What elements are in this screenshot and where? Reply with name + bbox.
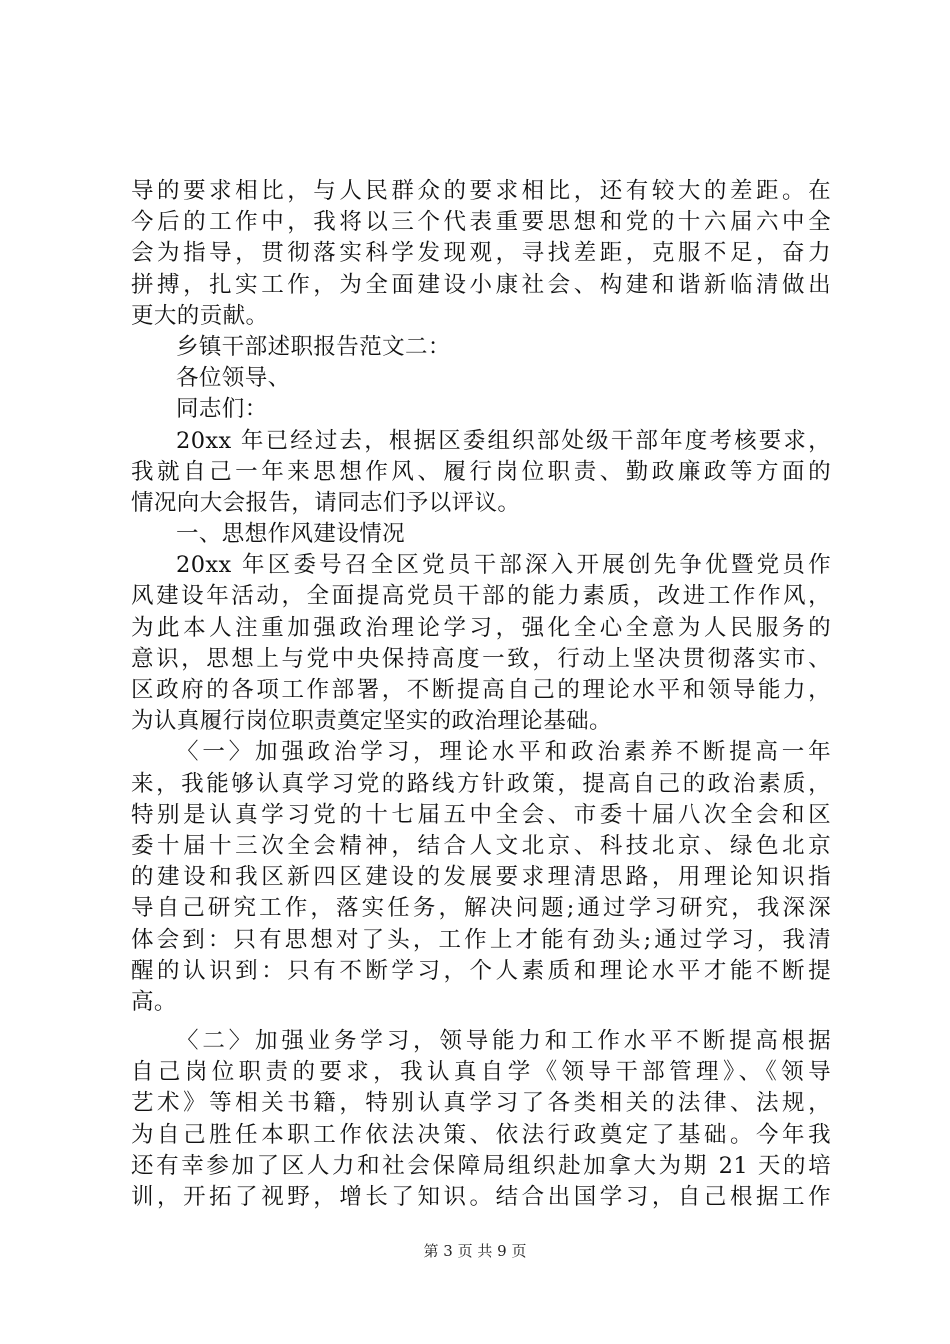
- text-line: 会为指导，贯彻落实科学发现观，寻找差距，克服不足，奋力: [131, 240, 831, 267]
- text-line: 体会到：只有思想对了头，工作上才能有劲头;通过学习，我清: [131, 926, 831, 953]
- text-line: 为认真履行岗位职责奠定坚实的政治理论基础。: [131, 708, 612, 735]
- text-line: 20xx 年区委号召全区党员干部深入开展创先争优暨党员作: [176, 552, 831, 579]
- text-line: 醒的认识到：只有不断学习，个人素质和理论水平才能不断提: [131, 957, 831, 984]
- text-line: 各位领导、: [176, 365, 291, 392]
- text-line: 今后的工作中，我将以三个代表重要思想和党的十六届六中全: [131, 209, 831, 236]
- text-line: 风建设年活动，全面提高党员干部的能力素质，改进工作作风，: [131, 583, 831, 610]
- text-line: 特别是认真学习党的十七届五中全会、市委十届八次全会和区: [131, 801, 831, 828]
- page-footer: 第 3 页 共 9 页: [423, 1242, 527, 1260]
- text-line: 情况向大会报告，请同志们予以评议。: [131, 489, 521, 516]
- text-line: 导的要求相比，与人民群众的要求相比，还有较大的差距。在: [131, 178, 831, 204]
- text-line: 导自己研究工作，落实任务，解决问题;通过学习研究，我深深: [131, 895, 831, 922]
- text-line: 还有幸参加了区人力和社会保障局组织赴加拿大为期 21 天的培: [131, 1152, 831, 1179]
- document-body: [131, 176, 831, 1213]
- text-line: 来，我能够认真学习党的路线方针政策，提高自己的政治素质，: [131, 770, 831, 797]
- text-line: 训，开拓了视野，增长了知识。结合出国学习，自己根据工作: [131, 1184, 831, 1210]
- text-line: 为自己胜任本职工作依法决策、依法行政奠定了基础。今年我: [131, 1121, 831, 1148]
- text-line: 区政府的各项工作部署，不断提高自己的理论水平和领导能力，: [131, 677, 831, 703]
- text-line: 委十届十三次全会精神，结合人文北京、科技北京、绿色北京: [131, 832, 831, 859]
- text-line: 〈二〉加强业务学习，领导能力和工作水平不断提高根据: [176, 1028, 831, 1055]
- text-line: 自己岗位职责的要求，我认真自学《领导干部管理》、《领导: [131, 1059, 831, 1086]
- text-line: 艺术》等相关书籍，特别认真学习了各类相关的法律、法规，: [131, 1090, 831, 1117]
- text-line: 意识，思想上与党中央保持高度一致，行动上坚决贯彻落实市、: [131, 645, 831, 672]
- text-line: 为此本人注重加强政治理论学习，强化全心全意为人民服务的: [131, 614, 831, 641]
- text-line: 〈一〉加强政治学习，理论水平和政治素养不断提高一年: [176, 739, 831, 766]
- text-line: 更大的贡献。: [131, 302, 269, 329]
- text-line: 乡镇干部述职报告范文二：: [176, 333, 451, 360]
- text-line: 的建设和我区新四区建设的发展要求理清思路，用理论知识指: [131, 864, 831, 891]
- text-line: 20xx 年已经过去，根据区委组织部处级干部年度考核要求，: [176, 427, 831, 454]
- text-line: 高。: [131, 988, 177, 1015]
- text-line: 我就自己一年来思想作风、履行岗位职责、勤政廉政等方面的: [131, 458, 831, 485]
- text-line: 拼搏，扎实工作，为全面建设小康社会、构建和谐新临清做出: [131, 271, 831, 298]
- text-line: 同志们：: [176, 396, 268, 423]
- text-line: 一、思想作风建设情况: [176, 521, 406, 548]
